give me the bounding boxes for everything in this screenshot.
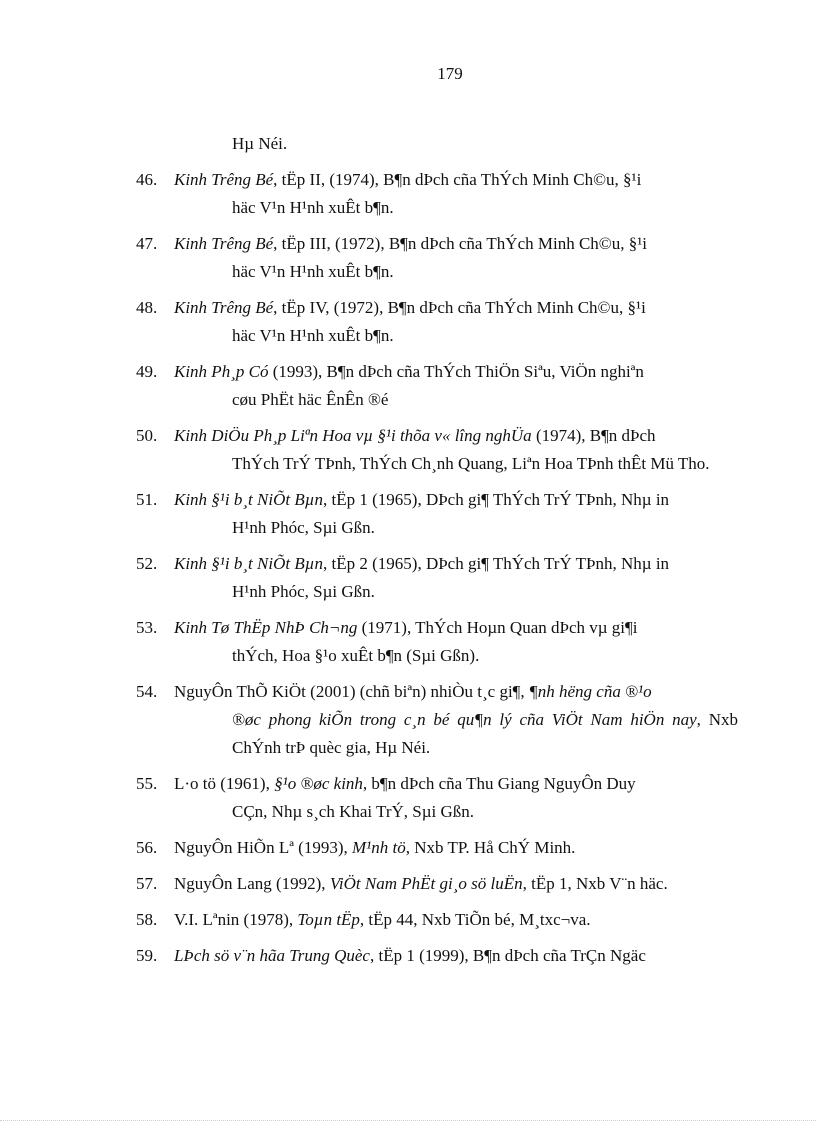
reference-number: 59. (136, 946, 158, 965)
reference-number: 56. (136, 838, 158, 857)
reference-text (174, 870, 738, 898)
reference-detail: , tËp II, (1974), B¶n dÞch cña ThÝch Minh Ch©u, §¹i (273, 170, 642, 189)
reference-title: §¹o ®øc kinh (274, 774, 363, 793)
page-divider (0, 1120, 816, 1121)
reference-text (174, 166, 738, 222)
reference-detail: häc V¹n H¹nh xuÊt b¶n. (232, 262, 394, 281)
reference-detail: NguyÔn Lang (1992), (174, 874, 330, 893)
reference-number: 50. (136, 426, 158, 445)
reference-detail: , tËp 1, Nxb V¨n häc. (522, 874, 668, 893)
reference-detail: H¹nh Phóc, Sµi Gßn. (232, 518, 375, 537)
reference-continuation-line (174, 578, 738, 606)
reference-text (174, 486, 738, 542)
reference-number: 52. (136, 554, 158, 573)
reference-entry (136, 614, 738, 670)
reference-detail: häc V¹n H¹nh xuÊt b¶n. (232, 326, 394, 345)
reference-text (174, 834, 738, 862)
reference-title: Kinh Ph¸p Có (174, 362, 269, 381)
reference-entry (136, 230, 738, 286)
reference-entry (136, 906, 738, 934)
reference-number: 51. (136, 490, 158, 509)
reference-detail: NguyÔn HiÕn Lª (1993), (174, 838, 352, 857)
reference-detail: thÝch, Hoa §¹o xuÊt b¶n (Sµi Gßn). (232, 646, 480, 665)
reference-entry (136, 422, 738, 478)
reference-entry (136, 166, 738, 222)
reference-text (174, 678, 738, 762)
reference-number: 46. (136, 170, 158, 189)
reference-title: Kinh DiÖu Ph¸p Liªn Hoa vµ §¹i thõa v« lîng nghÜa (174, 426, 532, 445)
reference-title: Kinh Tø ThËp NhÞ Ch¬ng (174, 618, 358, 637)
reference-text (174, 770, 738, 826)
reference-detail: , tËp IV, (1972), B¶n dÞch cña ThÝch Minh Ch©u, §¹i (273, 298, 646, 317)
reference-detail: , tËp III, (1972), B¶n dÞch cña ThÝch Minh Ch©u, §¹i (273, 234, 648, 253)
reference-continuation-line (174, 706, 738, 762)
reference-continuation-line (174, 386, 738, 414)
reference-number: 49. (136, 362, 158, 381)
reference-text (174, 294, 738, 350)
reference-title: Kinh Trêng Bé (174, 298, 274, 317)
reference-title: Kinh Trêng Bé (174, 234, 274, 253)
reference-continuation-line (174, 798, 738, 826)
reference-title: ®øc phong kiÕn trong c¸n bé qu¶n lý cña ViÖt Nam hiÖn nay (232, 710, 697, 729)
reference-detail: V.I. Lªnin (1978), (174, 910, 298, 929)
reference-detail: häc V¹n H¹nh xuÊt b¶n. (232, 198, 394, 217)
reference-title: ViÖt Nam PhËt gi¸o sö luËn (329, 874, 523, 893)
reference-detail: , tËp 1 (1965), DÞch gi¶ ThÝch TrÝ TÞnh, Nhµ in (323, 490, 670, 509)
reference-continuation: Hµ Néi. (232, 134, 288, 153)
reference-number: 54. (136, 682, 158, 701)
reference-number: 58. (136, 910, 158, 929)
reference-detail: NguyÔn ThÕ KiÖt (2001) (chñ biªn) nhiÒu t¸c gi¶, (174, 682, 529, 701)
page-number: 179 (437, 64, 463, 83)
reference-text (174, 906, 738, 934)
reference-detail: , tËp 1 (1999), B¶n dÞch cña TrÇn Ngäc (369, 946, 646, 965)
reference-detail: , tËp 2 (1965), DÞch gi¶ ThÝch TrÝ TÞnh, Nhµ in (323, 554, 670, 573)
reference-number: 48. (136, 298, 158, 317)
reference-entry (136, 942, 738, 970)
reference-detail: ThÝch TrÝ TÞnh, ThÝch Ch¸nh Quang, Liªn Hoa TÞnh thÊt Mü Tho. (232, 454, 710, 473)
reference-detail: L·o tö (1961), (174, 774, 275, 793)
reference-title: LÞch sö v¨n hãa Trung Quèc (174, 946, 370, 965)
reference-entry (136, 294, 738, 350)
reference-detail: (1974), B¶n dÞch (531, 426, 656, 445)
reference-detail: , tËp 44, Nxb TiÕn bé, M¸txc¬va. (359, 910, 591, 929)
reference-continuation-line (174, 450, 738, 478)
reference-entry (136, 358, 738, 414)
reference-title: ¶nh hëng cña ®¹o (528, 682, 652, 701)
reference-detail: H¹nh Phóc, Sµi Gßn. (232, 582, 375, 601)
reference-entry (136, 550, 738, 606)
reference-entry (136, 870, 738, 898)
reference-text (174, 942, 738, 970)
reference-continuation-line (174, 322, 738, 350)
reference-title: Kinh Trêng Bé (174, 170, 274, 189)
reference-continuation-line (174, 514, 738, 542)
reference-number: 55. (136, 774, 158, 793)
reference-number: 53. (136, 618, 158, 637)
reference-continuation-line (174, 642, 738, 670)
reference-entry (136, 678, 738, 762)
reference-entry (136, 770, 738, 826)
reference-text (174, 358, 738, 414)
reference-title: M¹nh tö (351, 838, 406, 857)
reference-list (136, 130, 738, 978)
reference-entry (136, 486, 738, 542)
reference-detail: (1993), B¶n dÞch cña ThÝch ThiÖn Siªu, ViÖn nghiªn (268, 362, 644, 381)
reference-continuation-line (174, 194, 738, 222)
reference-text (174, 614, 738, 670)
reference-text (174, 230, 738, 286)
reference-entry (136, 834, 738, 862)
reference-number: 57. (136, 874, 158, 893)
reference-detail: CÇn, Nhµ s¸ch Khai TrÝ, Sµi Gßn. (232, 802, 475, 821)
reference-title: Toµn tËp (297, 910, 360, 929)
reference-detail: , Nxb TP. Hå ChÝ Minh. (405, 838, 576, 857)
reference-detail: (1971), ThÝch Hoµn Quan dÞch vµ gi¶i (357, 618, 638, 637)
reference-title: Kinh §¹i b¸t NiÕt Bµn (174, 554, 324, 573)
reference-title: Kinh §¹i b¸t NiÕt Bµn (174, 490, 324, 509)
reference-number: 47. (136, 234, 158, 253)
reference-continuation-line (174, 258, 738, 286)
reference-text (174, 550, 738, 606)
reference-text (174, 422, 738, 478)
reference-detail: , Nxb ChÝnh trÞ quèc gia, Hµ Néi. (232, 710, 738, 757)
reference-detail: , b¶n dÞch cña Thu Giang NguyÔn Duy (362, 774, 636, 793)
reference-detail: cøu PhËt häc ÊnÊn ®é (232, 390, 389, 409)
